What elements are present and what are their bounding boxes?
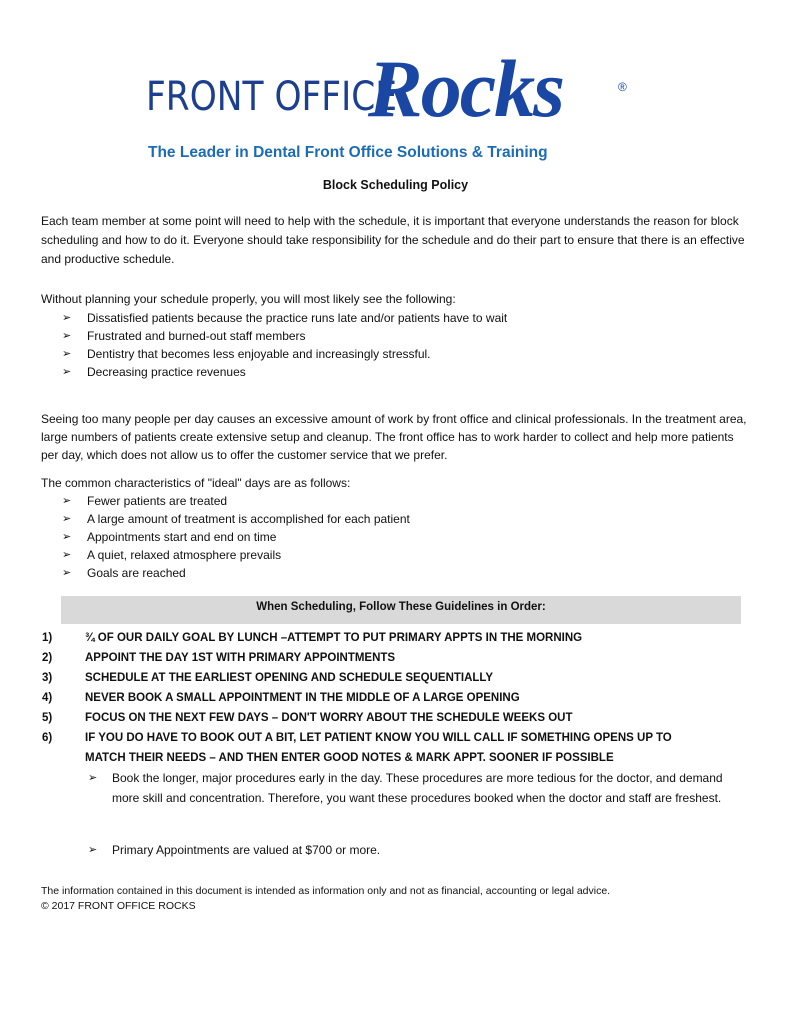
list-item: ➢ Dissatisfied patients because the practice runs late and/or patients have to wait — [62, 311, 508, 325]
arrow-bullet-icon: ➢ — [88, 844, 98, 856]
logo-front-office-text: FRONT OFFICE — [146, 74, 397, 120]
arrow-bullet-icon: ➢ — [62, 312, 72, 324]
guidelines-list — [42, 628, 672, 768]
copyright-text: © 2017 FRONT OFFICE ROCKS — [41, 900, 196, 912]
logo-rocks-script: Rocks — [368, 43, 563, 134]
list-item: ➢ Fewer patients are treated — [62, 494, 228, 508]
list-item: ➢ Dentistry that becomes less enjoyable and increasingly stressful. — [62, 347, 431, 361]
guideline-number: 4) — [42, 692, 53, 704]
list-item: ➢ Frustrated and burned-out staff members — [62, 329, 306, 343]
ideal-days-list — [62, 492, 410, 582]
front-office-rocks-logo — [146, 44, 646, 164]
guideline-item: 1) ¾ OF OUR DAILY GOAL BY LUNCH –ATTEMPT TO PUT PRIMARY APPTS IN THE MORNING — [42, 628, 672, 648]
guideline-number: 1) — [42, 632, 53, 644]
list-item: ➢ A quiet, relaxed atmosphere prevails — [62, 548, 282, 562]
disclaimer-text: The information contained in this document is intended as information only and not as financial, accounting or legal advice. — [41, 885, 611, 897]
document-footer — [41, 884, 610, 914]
without-planning-lead: Without planning your schedule properly, you will most likely see the following: — [41, 292, 456, 306]
list-item: ➢ Decreasing practice revenues — [62, 365, 246, 379]
guideline-number: 6) — [42, 732, 53, 744]
sub-bullet-primary-value: ➢ Primary Appointments are valued at $700 or more. — [88, 840, 738, 860]
arrow-bullet-icon: ➢ — [62, 330, 72, 342]
guideline-item: 6) IF YOU DO HAVE TO BOOK OUT A BIT, LET PATIENT KNOW YOU WILL CALL IF SOMETHING OPENS UP TO — [42, 728, 672, 748]
arrow-bullet-icon: ➢ — [62, 549, 72, 561]
arrow-bullet-icon: ➢ — [62, 348, 72, 360]
guideline-number: 5) — [42, 712, 53, 724]
sub-bullet-major-procedures: ➢ Book the longer, major procedures early in the day. These procedures are more tedious for the doctor, and demand more skill and concentration. Therefore, you want these procedures booked when the doctor and staff are freshest. — [88, 768, 738, 808]
guideline-number: 2) — [42, 652, 53, 664]
intro-paragraph: Each team member at some point will need to help with the schedule, it is important that everyone understands the reason for block scheduling and how to do it. Everyone should take responsibility for the schedule and do their part to ensure that there is an effective and productive schedule. — [41, 214, 745, 266]
guideline-item: 4) NEVER BOOK A SMALL APPOINTMENT IN THE MIDDLE OF A LARGE OPENING — [42, 688, 672, 708]
arrow-bullet-icon: ➢ — [62, 366, 72, 378]
guideline-item-continuation: MATCH THEIR NEEDS – AND THEN ENTER GOOD NOTES & MARK APPT. SOONER IF POSSIBLE — [85, 752, 614, 764]
list-item: ➢ Appointments start and end on time — [62, 530, 277, 544]
arrow-bullet-icon: ➢ — [88, 772, 98, 784]
guideline-item: 2) APPOINT THE DAY 1ST WITH PRIMARY APPOINTMENTS — [42, 648, 672, 668]
arrow-bullet-icon: ➢ — [62, 567, 72, 579]
list-item: ➢ A large amount of treatment is accomplished for each patient — [62, 512, 410, 526]
list-item: ➢ Goals are reached — [62, 566, 186, 580]
arrow-bullet-icon: ➢ — [62, 531, 72, 543]
logo-tagline: The Leader in Dental Front Office Solutions & Training — [148, 144, 548, 161]
too-many-paragraph: Seeing too many people per day causes an excessive amount of work by front office and clinical professionals. In the treatment area, large numbers of patients create extensive setup and cleanup. The front office has to work harder to collect and help more patients per day, which does not allow us to offer the customer service that we prefer. — [41, 412, 747, 462]
guidelines-header-band: When Scheduling, Follow These Guidelines in Order: — [61, 596, 741, 624]
document-title: Block Scheduling Policy — [322, 178, 469, 192]
registered-mark: ® — [618, 80, 627, 94]
guideline-item: 3) SCHEDULE AT THE EARLIEST OPENING AND SCHEDULE SEQUENTIALLY — [42, 668, 672, 688]
arrow-bullet-icon: ➢ — [62, 495, 72, 507]
guideline-number: 3) — [42, 672, 53, 684]
without-planning-list — [62, 309, 507, 381]
arrow-bullet-icon: ➢ — [62, 513, 72, 525]
ideal-days-lead: The common characteristics of "ideal" days are as follows: — [41, 476, 351, 490]
guideline-item: 5) FOCUS ON THE NEXT FEW DAYS – DON'T WORRY ABOUT THE SCHEDULE WEEKS OUT — [42, 708, 672, 728]
